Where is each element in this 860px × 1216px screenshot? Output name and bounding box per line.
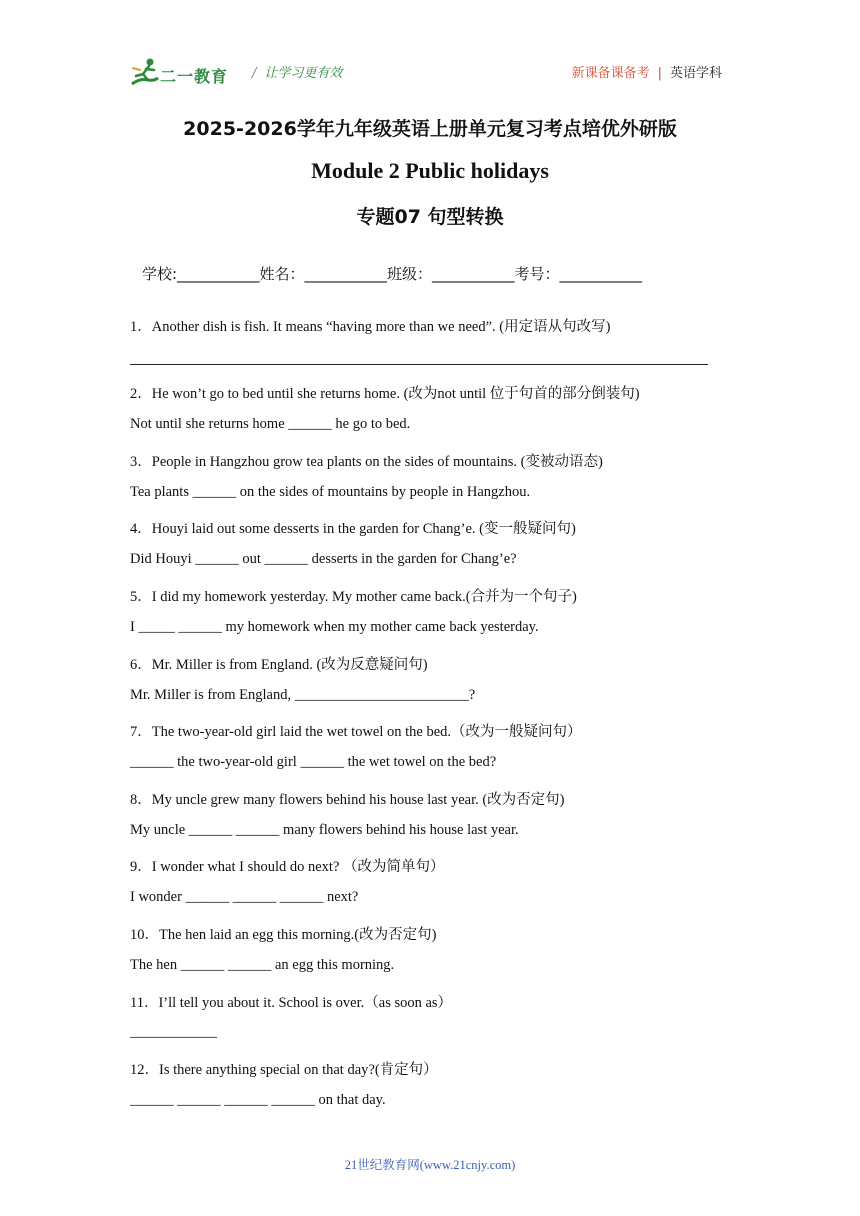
answer-text: The hen ______ ______ an egg this morning. (130, 957, 395, 973)
module-title: Module 2 Public holidays (311, 158, 549, 183)
header-divider: | (657, 66, 662, 81)
question-text: 9．I wonder what I should do next? （改为简单句） (130, 859, 445, 875)
answer-text: Not until she returns home ______ he go to bed. (130, 416, 411, 432)
answer-line (130, 364, 708, 365)
question-text: 1．Another dish is fish. It means “having more than we need”. (用定语从句改写) (130, 319, 611, 335)
question-text: 10．The hen laid an egg this morning.(改为否定句) (130, 927, 437, 943)
question-text: 3．People in Hangzhou grow tea plants on the sides of mountains. (变被动语态) (130, 454, 603, 470)
question-text: 4．Houyi laid out some desserts in the garden for Chang’e. (变一般疑问句) (130, 521, 576, 537)
question-text: 6．Mr. Miller is from England. (改为反意疑问句) (130, 657, 428, 673)
question-text: 2．He won’t go to bed until she returns home. (改为not until 位于句首的部分倒装句) (130, 386, 640, 402)
question-text: 5．I did my homework yesterday. My mother came back.(合并为一个句子) (130, 589, 577, 605)
footer-link[interactable]: 21世纪教育网(www.21cnjy.com) (344, 1158, 516, 1172)
slogan-text: 让学习更有效 (264, 66, 343, 81)
answer-text: ______ ______ ______ ______ on that day. (130, 1092, 386, 1108)
question-text: 11．I’ll tell you about it. School is over.（as soon as） (130, 995, 453, 1011)
answer-text: Mr. Miller is from England, ________________________? (130, 687, 476, 703)
document-title: 2025-2026学年九年级英语上册单元复习考点培优外研版 (183, 118, 677, 140)
header-tagline: 新课备课备考 (571, 66, 650, 81)
answer-text: I _____ ______ my homework when my mother came back yesterday. (130, 619, 539, 635)
question-text: 7．The two-year-old girl laid the wet towel on the bed.（改为一般疑问句） (130, 724, 582, 740)
topic-title: 专题07 句型转换 (356, 206, 504, 228)
answer-text: ____________ (130, 1024, 217, 1040)
runner-logo-icon (130, 56, 160, 88)
header-right (572, 62, 722, 81)
logo-text: 二一教育 (160, 67, 229, 86)
answer-text: My uncle ______ ______ many flowers behind his house last year. (130, 822, 519, 838)
question-text: 8．My uncle grew many flowers behind his house last year. (改为否定句) (130, 792, 565, 808)
logo (130, 56, 240, 88)
student-info-line: 学校:___________姓名：___________班级：___________考号：___________ (142, 265, 643, 283)
question-text: 12．Is there anything special on that day?(肯定句） (130, 1062, 438, 1078)
answer-text: Tea plants ______ on the sides of mountains by people in Hangzhou. (130, 484, 531, 500)
slogan: / 让学习更有效 (252, 66, 343, 81)
page-header (130, 56, 730, 90)
answer-text: Did Houyi ______ out ______ desserts in the garden for Chang’e? (130, 551, 517, 567)
header-subject: 英语学科 (669, 66, 722, 81)
answer-text: I wonder ______ ______ ______ next? (130, 889, 359, 905)
answer-text: ______ the two-year-old girl ______ the wet towel on the bed? (130, 754, 497, 770)
